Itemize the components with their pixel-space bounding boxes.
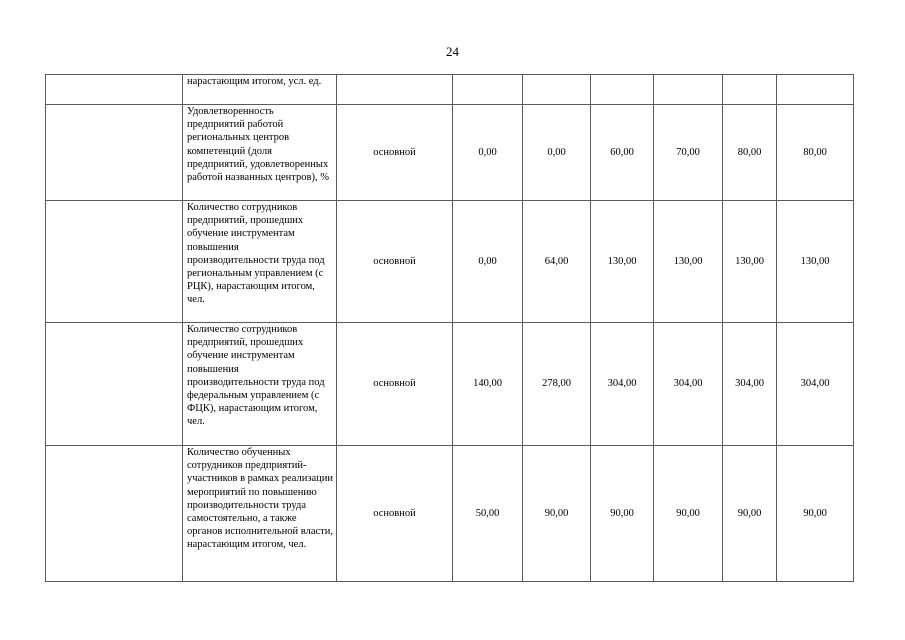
- blank-cell: [46, 105, 183, 201]
- value-cell: 130,00: [591, 201, 654, 323]
- value-cell: 0,00: [523, 105, 591, 201]
- table-row: [46, 323, 854, 446]
- value-cell: 0,00: [453, 105, 523, 201]
- table-row: [46, 446, 854, 582]
- indicator-type: основной: [337, 105, 453, 201]
- blank-cell: [46, 323, 183, 446]
- value-cell: 304,00: [591, 323, 654, 446]
- value-cell: 304,00: [654, 323, 723, 446]
- blank-cell: [46, 446, 183, 582]
- value-cell: 130,00: [777, 201, 854, 323]
- value-cell: 90,00: [777, 446, 854, 582]
- value-cell: 140,00: [453, 323, 523, 446]
- indicator-type: основной: [337, 446, 453, 582]
- indicator-type: основной: [337, 323, 453, 446]
- page-number: 24: [446, 44, 459, 59]
- indicator-name: Количество обученных сотрудников предприятий-участников в рамках реализации мероприятий по повышению производительности труда самостоятельно, а также органов исполнительной власти, нарастающим итогом, чел.: [183, 446, 337, 582]
- indicators-table: [45, 74, 854, 582]
- value-cell: 60,00: [591, 105, 654, 201]
- value-cell: 304,00: [777, 323, 854, 446]
- value-cell: 90,00: [654, 446, 723, 582]
- indicator-name: Количество сотрудников предприятий, прошедших обучение инструментам повышения производительности труда под региональным управлением (с РЦК), нарастающим итогом, чел.: [183, 201, 337, 323]
- value-cell: 64,00: [523, 201, 591, 323]
- table-row: [46, 105, 854, 201]
- indicator-name: Количество сотрудников предприятий, прошедших обучение инструментам повышения производительности труда под федеральным управлением (с ФЦК), нарастающим итогом, чел.: [183, 323, 337, 446]
- value-cell: [723, 75, 777, 105]
- value-cell: 130,00: [723, 201, 777, 323]
- blank-cell: [46, 75, 183, 105]
- value-cell: 304,00: [723, 323, 777, 446]
- value-cell: [777, 75, 854, 105]
- table-row: [46, 75, 854, 105]
- value-cell: 0,00: [453, 201, 523, 323]
- table-row: [46, 201, 854, 323]
- value-cell: 80,00: [723, 105, 777, 201]
- indicator-type: [337, 75, 453, 105]
- value-cell: 50,00: [453, 446, 523, 582]
- indicator-type: основной: [337, 201, 453, 323]
- value-cell: [523, 75, 591, 105]
- indicator-name: Удовлетворенность предприятий работой региональных центров компетенций (доля предприятий, удовлетворенных работой названных центров), %: [183, 105, 337, 201]
- blank-cell: [46, 201, 183, 323]
- value-cell: [591, 75, 654, 105]
- value-cell: 90,00: [523, 446, 591, 582]
- value-cell: [453, 75, 523, 105]
- value-cell: 80,00: [777, 105, 854, 201]
- value-cell: 130,00: [654, 201, 723, 323]
- value-cell: 278,00: [523, 323, 591, 446]
- value-cell: 70,00: [654, 105, 723, 201]
- value-cell: [654, 75, 723, 105]
- indicator-name: нарастающим итогом, усл. ед.: [183, 75, 337, 105]
- value-cell: 90,00: [723, 446, 777, 582]
- value-cell: 90,00: [591, 446, 654, 582]
